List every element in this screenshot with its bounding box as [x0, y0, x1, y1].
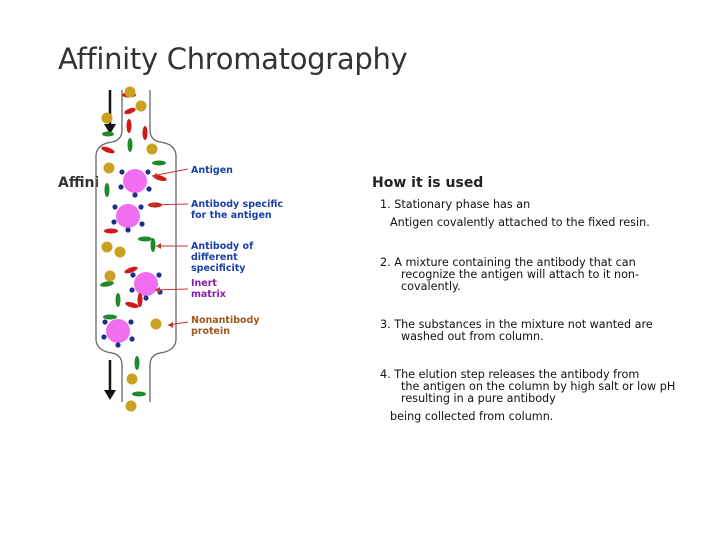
step-lead: 4. The elution step releases the antibody from [380, 368, 640, 381]
antibody-other-label: Antibody of [191, 241, 254, 252]
outflow-arrow [104, 360, 116, 400]
inert-matrix-label-2: matrix [191, 289, 226, 300]
nonantibody-protein [102, 242, 113, 253]
antigen-dot [129, 287, 134, 292]
other-antibody [128, 138, 133, 152]
step-lead: 3. The substances in the mixture not wanted are [380, 318, 653, 331]
antigen-dot [143, 295, 148, 300]
antigen-dot [102, 319, 107, 324]
label-pointers [150, 169, 188, 328]
step-item [380, 369, 680, 423]
step-continuation: being collected from column. [390, 410, 554, 423]
nonantibody-protein [126, 401, 137, 412]
antigen-dot [101, 334, 106, 339]
specific-antibody [104, 229, 118, 234]
inert-matrix-label: Inert [191, 278, 217, 289]
antigen-dot [156, 272, 161, 277]
antigen-dot [130, 272, 135, 277]
other-antibody [103, 315, 117, 320]
step-rest: the antigen on the column by high salt or low pH resulting in a pure antibody [401, 380, 676, 405]
specific-antibody [127, 119, 132, 133]
pointer-arrowhead [168, 322, 173, 328]
pointer-line [152, 169, 188, 176]
other-antibody [132, 392, 146, 397]
specific-antibody [124, 107, 137, 116]
specific-antibody [138, 293, 143, 307]
step-item [380, 199, 650, 229]
specific-antibody [143, 126, 148, 140]
antibody-other-label-3: specificity [191, 263, 246, 274]
nonantibody-protein [151, 319, 162, 330]
nonantibody-protein [125, 87, 136, 98]
other-antibody [102, 132, 114, 137]
inert-matrix-bead [134, 272, 158, 296]
antigen-dot [145, 169, 150, 174]
nonantibody-protein [147, 144, 158, 155]
antigen-label: Antigen [191, 165, 233, 176]
nonantibody-protein [127, 374, 138, 385]
nonantibody-protein [104, 163, 115, 174]
antigen-dot [118, 184, 123, 189]
inert-matrix-bead [106, 319, 130, 343]
other-antibody [138, 237, 152, 242]
nonantibody-label-2: protein [191, 326, 231, 337]
step-item [380, 319, 653, 343]
nonantibody-protein [136, 101, 147, 112]
antigen-dot [128, 319, 133, 324]
nonantibody-protein [115, 247, 126, 258]
antigen-dot [139, 221, 144, 226]
nonantibody-label: Nonantibody [191, 315, 260, 326]
slide-title: Affinity Chromatography [58, 42, 408, 76]
other-antibody [105, 183, 110, 197]
antigen-dot [112, 204, 117, 209]
step-lead: 1. Stationary phase has an [380, 198, 531, 211]
left-heading: Affini [58, 175, 100, 191]
step-rest: recognize the antigen will attach to it non-covalently. [401, 268, 640, 293]
antigen-dot [125, 227, 130, 232]
other-antibody [152, 161, 166, 166]
inert-matrix-bead [116, 204, 140, 228]
antigen-dot [111, 219, 116, 224]
nonantibody-protein [105, 271, 116, 282]
antibody-specific-label-2: for the antigen [191, 210, 272, 221]
specific-antibody [101, 145, 116, 154]
specific-antibody [125, 301, 140, 309]
pointer-arrowhead [156, 243, 161, 249]
step-continuation: Antigen covalently attached to the fixed resin. [390, 216, 650, 229]
other-antibody [116, 293, 121, 307]
step-rest: washed out from column. [401, 330, 544, 343]
antigen-dot [132, 192, 137, 197]
antigen-dot [119, 169, 124, 174]
nonantibody-protein [102, 113, 113, 124]
antigen-dot [129, 336, 134, 341]
other-antibody [135, 356, 140, 370]
step-item [380, 257, 680, 293]
other-antibody [151, 238, 156, 252]
antigen-dot [115, 342, 120, 347]
specific-antibody [124, 265, 139, 274]
antigen-dot [146, 186, 151, 191]
antigen-dot [138, 204, 143, 209]
how-used-heading: How it is used [372, 175, 484, 191]
other-antibody [100, 280, 115, 287]
inflow-arrow [104, 90, 116, 134]
step-lead: 2. A mixture containing the antibody that can [380, 256, 636, 269]
antibody-other-label-2: different [191, 252, 238, 263]
inert-matrix-bead [123, 169, 147, 193]
antibody-specific-label: Antibody specific [191, 199, 283, 210]
